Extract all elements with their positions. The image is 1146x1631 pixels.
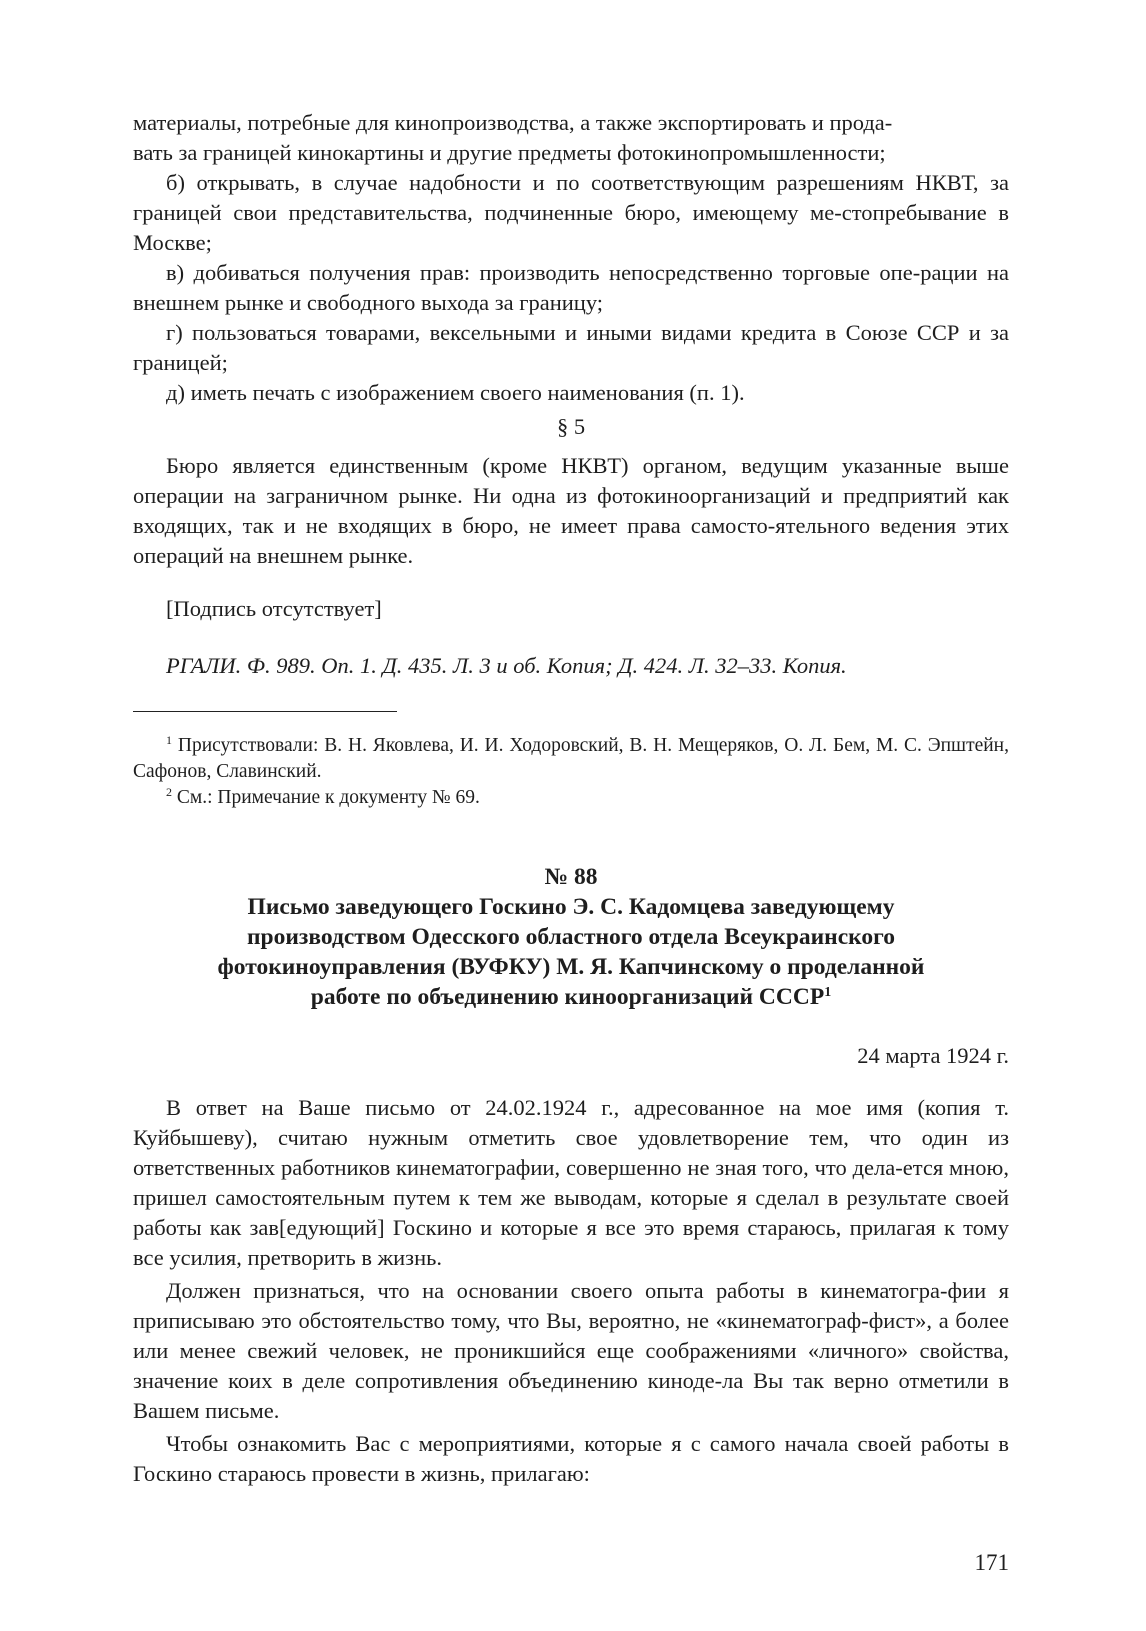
document-date: 24 марта 1924 г.: [857, 1043, 1009, 1068]
letter-body: [133, 1093, 1009, 1489]
title-footnote-mark: 1: [824, 985, 832, 1000]
paragraph: Чтобы ознакомить Вас с мероприятиями, которые я с самого начала своей работы в Госкино стараюсь провести в жизнь, прилагаю:: [133, 1431, 1009, 1486]
text-line: материалы, потребные для кинопроизводства, а также экспортировать и прода-: [133, 110, 893, 135]
document-title-line: фотокиноуправления (ВУФКУ) М. Я. Капчинскому о проделанной: [217, 954, 925, 980]
footnote-1: $^1$ Присутствовали: В. Н. Яковлева, И. И. Ходоровский, В. Н. Мещеряков, О. Л. Бем, М. С. Эпштейн, Сафонов, Славинский.: [133, 733, 1009, 782]
continued-text-block: [133, 108, 1009, 408]
document-title-line: производством Одесского областного отдела Всеукраинского: [247, 924, 895, 950]
footnotes: [133, 733, 1009, 811]
page-number: 171: [974, 1550, 1009, 1575]
document-title-line: работе по объединению киноорганизаций СССР$^1$: [310, 984, 832, 1010]
text-line: вать за границей кинокартины и другие предметы фотокинопромышленности;: [133, 140, 886, 165]
section-mark: § 5: [556, 414, 586, 439]
paragraph: Бюро является единственным (кроме НКВТ) органом, ведущим указанные выше операции на заграничном рынке. Ни одна из фотокиноорганизаций и предприятий как входящих, так и не входящих в бюро, не имеет права самосто-ятельного ведения этих операций на внешнем рынке.: [133, 453, 1009, 568]
section-paragraph: [133, 451, 1009, 571]
footnote-divider: [133, 711, 397, 712]
document-date-block: [133, 1041, 1009, 1071]
document-title-line: Письмо заведующего Госкино Э. С. Кадомцева заведующему: [247, 894, 895, 920]
list-item-d: д) иметь печать с изображением своего наименования (п. 1).: [166, 380, 745, 405]
paragraph: В ответ на Ваше письмо от 24.02.1924 г., адресованное на мое имя (копия т. Куйбышеву), считаю нужным отметить свое удовлетворение тем, что один из ответственных работников кинематографии, совершенно не зная того, что дела-ется мною, пришел самостоятельным путем к тем же выводам, которые я сделал в результате своей работы как зав[едующий] Госкино и которые я все это время стараюсь, прилагая к тому все усилия, претворить в жизнь.: [133, 1095, 1009, 1270]
document-header: [133, 862, 1009, 1012]
list-item-g: г) пользоваться товарами, вексельными и иными видами кредита в Союзе ССР и за границей;: [133, 320, 1009, 375]
list-item-v: в) добиваться получения прав: производить непосредственно торговые опе-рации на внешнем рынке и свободного выхода за границу;: [133, 260, 1009, 315]
list-item-b: б) открывать, в случае надобности и по соответствующим разрешениям НКВТ, за границей свои представительства, подчиненные бюро, имеющему ме-стопребывание в Москве;: [133, 170, 1009, 255]
signature-note: [Подпись отсутствует]: [166, 596, 382, 621]
paragraph: Должен признаться, что на основании своего опыта работы в кинематогра-фии я приписываю это обстоятельство тому, что Вы, вероятно, не «кинематограф-фист», а более или менее свежий человек, не проникшийся еще соображениями «личного» свойства, значение коих в деле сопротивления объединению киноде-ла Вы так верно отметили в Вашем письме.: [133, 1278, 1009, 1423]
footnote-2: $^2$ См.: Примечание к документу № 69.: [166, 785, 480, 808]
document-number: № 88: [544, 864, 598, 890]
section-heading: [133, 412, 1009, 442]
archive-reference: РГАЛИ. Ф. 989. Оп. 1. Д. 435. Л. 3 и об. Копия; Д. 424. Л. 32–33. Копия.: [166, 653, 847, 678]
